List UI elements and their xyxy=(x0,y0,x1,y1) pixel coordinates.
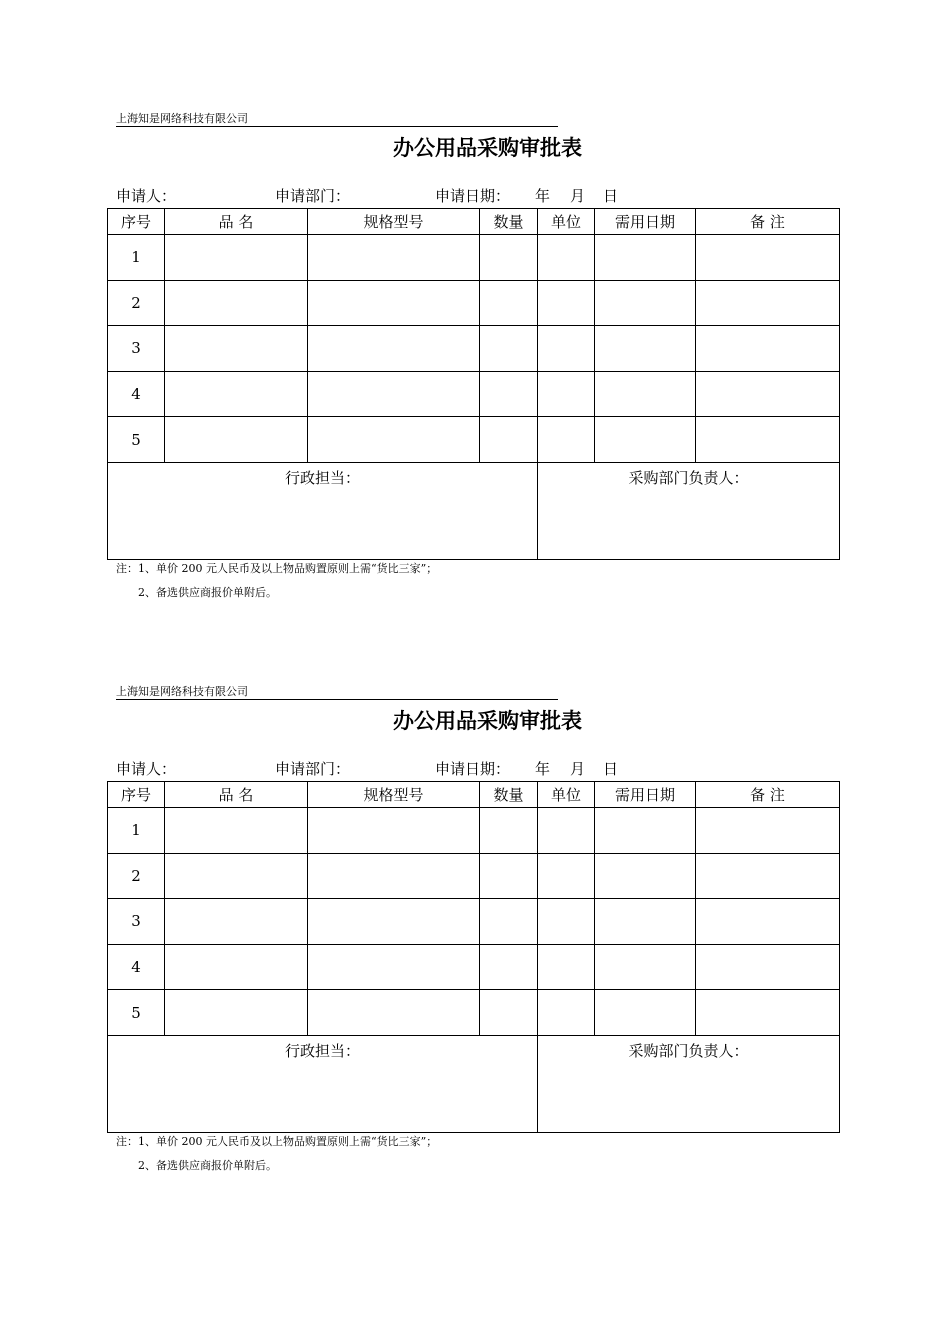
table-row xyxy=(108,808,840,854)
remarks-cell[interactable] xyxy=(696,371,840,417)
col-header-unit: 单位 xyxy=(538,782,595,808)
table-row xyxy=(108,235,840,281)
spec-cell[interactable] xyxy=(308,371,480,417)
row-number: 4 xyxy=(108,371,165,417)
spec-cell[interactable] xyxy=(308,944,480,990)
unit-cell[interactable] xyxy=(538,853,595,899)
table-row xyxy=(108,853,840,899)
remarks-cell[interactable] xyxy=(696,280,840,326)
table-header-row xyxy=(108,782,840,808)
date-label: 申请日期： xyxy=(435,187,511,205)
need-date-cell[interactable] xyxy=(595,899,696,945)
quantity-cell[interactable] xyxy=(480,944,538,990)
table-row xyxy=(108,371,840,417)
date-label: 申请日期： xyxy=(435,760,511,778)
quantity-cell[interactable] xyxy=(480,326,538,372)
unit-cell[interactable] xyxy=(538,235,595,281)
table-row xyxy=(108,899,840,945)
col-header-quantity: 数量 xyxy=(480,209,538,235)
table-header-row xyxy=(108,209,840,235)
note-line-1: 注：1、单价 200 元人民币及以上物品购置原则上需“货比三家”； xyxy=(116,1135,438,1148)
spec-cell[interactable] xyxy=(308,280,480,326)
need-date-cell[interactable] xyxy=(595,944,696,990)
unit-cell[interactable] xyxy=(538,899,595,945)
spec-cell[interactable] xyxy=(308,853,480,899)
quantity-cell[interactable] xyxy=(480,235,538,281)
note-line-1: 注：1、单价 200 元人民币及以上物品购置原则上需“货比三家”； xyxy=(116,562,438,575)
need-date-cell[interactable] xyxy=(595,808,696,854)
need-date-cell[interactable] xyxy=(595,235,696,281)
quantity-cell[interactable] xyxy=(480,853,538,899)
month-label: 月 xyxy=(570,760,586,778)
item-name-cell[interactable] xyxy=(165,808,308,854)
item-name-cell[interactable] xyxy=(165,326,308,372)
col-header-spec: 规格型号 xyxy=(308,782,480,808)
need-date-cell[interactable] xyxy=(595,326,696,372)
remarks-cell[interactable] xyxy=(696,235,840,281)
remarks-cell[interactable] xyxy=(696,990,840,1036)
month-label: 月 xyxy=(570,187,586,205)
remarks-cell[interactable] xyxy=(696,808,840,854)
purchase-head-signature-cell[interactable]: 采购部门负责人： xyxy=(538,1035,840,1132)
form-title: 办公用品采购审批表 xyxy=(393,709,582,733)
need-date-cell[interactable] xyxy=(595,853,696,899)
row-number: 2 xyxy=(108,853,165,899)
row-number: 3 xyxy=(108,899,165,945)
unit-cell[interactable] xyxy=(538,417,595,463)
admin-signature-cell[interactable]: 行政担当： xyxy=(108,462,538,559)
unit-cell[interactable] xyxy=(538,371,595,417)
quantity-cell[interactable] xyxy=(480,417,538,463)
quantity-cell[interactable] xyxy=(480,371,538,417)
table-row xyxy=(108,417,840,463)
item-name-cell[interactable] xyxy=(165,899,308,945)
spec-cell[interactable] xyxy=(308,808,480,854)
spec-cell[interactable] xyxy=(308,417,480,463)
day-label: 日 xyxy=(603,187,619,205)
col-header-need-date: 需用日期 xyxy=(595,782,696,808)
table-row xyxy=(108,990,840,1036)
company-header: 上海知是网络科技有限公司 xyxy=(116,685,558,700)
applicant-label: 申请人： xyxy=(116,760,177,778)
spec-cell[interactable] xyxy=(308,326,480,372)
remarks-cell[interactable] xyxy=(696,326,840,372)
col-header-seq: 序号 xyxy=(108,209,165,235)
row-number: 5 xyxy=(108,417,165,463)
item-name-cell[interactable] xyxy=(165,417,308,463)
col-header-item-name: 品 名 xyxy=(165,782,308,808)
spec-cell[interactable] xyxy=(308,235,480,281)
year-label: 年 xyxy=(535,187,551,205)
col-header-seq: 序号 xyxy=(108,782,165,808)
quantity-cell[interactable] xyxy=(480,808,538,854)
row-number: 3 xyxy=(108,326,165,372)
row-number: 2 xyxy=(108,280,165,326)
col-header-remarks: 备 注 xyxy=(696,209,840,235)
row-number: 4 xyxy=(108,944,165,990)
item-name-cell[interactable] xyxy=(165,944,308,990)
unit-cell[interactable] xyxy=(538,990,595,1036)
quantity-cell[interactable] xyxy=(480,990,538,1036)
year-label: 年 xyxy=(535,760,551,778)
table-row xyxy=(108,944,840,990)
item-name-cell[interactable] xyxy=(165,371,308,417)
col-header-item-name: 品 名 xyxy=(165,209,308,235)
note-line-2: 2、备选供应商报价单附后。 xyxy=(138,586,277,599)
table-row xyxy=(108,280,840,326)
purchase-head-signature-cell[interactable]: 采购部门负责人： xyxy=(538,462,840,559)
admin-signature-cell[interactable]: 行政担当： xyxy=(108,1035,538,1132)
quantity-cell[interactable] xyxy=(480,280,538,326)
approval-form-1 xyxy=(0,112,950,672)
department-label: 申请部门： xyxy=(275,187,351,205)
unit-cell[interactable] xyxy=(538,944,595,990)
item-name-cell[interactable] xyxy=(165,235,308,281)
table-row xyxy=(108,326,840,372)
unit-cell[interactable] xyxy=(538,326,595,372)
items-table xyxy=(107,781,840,1133)
form-title: 办公用品采购审批表 xyxy=(393,136,582,160)
remarks-cell[interactable] xyxy=(696,899,840,945)
row-number: 1 xyxy=(108,235,165,281)
need-date-cell[interactable] xyxy=(595,371,696,417)
unit-cell[interactable] xyxy=(538,808,595,854)
approval-form-2 xyxy=(0,685,950,1245)
col-header-quantity: 数量 xyxy=(480,782,538,808)
day-label: 日 xyxy=(603,760,619,778)
spec-cell[interactable] xyxy=(308,899,480,945)
remarks-cell[interactable] xyxy=(696,853,840,899)
row-number: 1 xyxy=(108,808,165,854)
signature-row xyxy=(108,1035,840,1132)
col-header-unit: 单位 xyxy=(538,209,595,235)
col-header-spec: 规格型号 xyxy=(308,209,480,235)
quantity-cell[interactable] xyxy=(480,899,538,945)
col-header-remarks: 备 注 xyxy=(696,782,840,808)
note-line-2: 2、备选供应商报价单附后。 xyxy=(138,1159,277,1172)
item-name-cell[interactable] xyxy=(165,990,308,1036)
row-number: 5 xyxy=(108,990,165,1036)
remarks-cell[interactable] xyxy=(696,944,840,990)
need-date-cell[interactable] xyxy=(595,990,696,1036)
spec-cell[interactable] xyxy=(308,990,480,1036)
item-name-cell[interactable] xyxy=(165,280,308,326)
unit-cell[interactable] xyxy=(538,280,595,326)
need-date-cell[interactable] xyxy=(595,417,696,463)
remarks-cell[interactable] xyxy=(696,417,840,463)
company-header: 上海知是网络科技有限公司 xyxy=(116,112,558,127)
item-name-cell[interactable] xyxy=(165,853,308,899)
applicant-label: 申请人： xyxy=(116,187,177,205)
items-table xyxy=(107,208,840,560)
department-label: 申请部门： xyxy=(275,760,351,778)
col-header-need-date: 需用日期 xyxy=(595,209,696,235)
need-date-cell[interactable] xyxy=(595,280,696,326)
signature-row xyxy=(108,462,840,559)
